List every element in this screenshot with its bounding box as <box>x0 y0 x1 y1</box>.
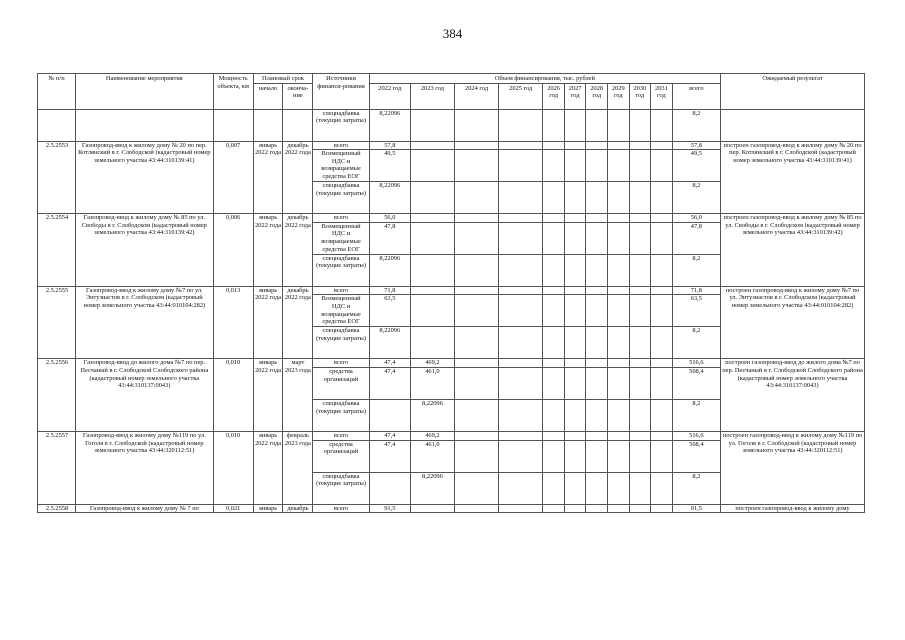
table-row <box>38 141 865 150</box>
year-value <box>543 431 565 440</box>
year-value <box>499 295 543 327</box>
year-value <box>564 472 586 504</box>
funding-source: всего <box>313 141 369 150</box>
header-source: Источники финанси-рования <box>313 74 369 110</box>
capacity-value <box>213 109 253 141</box>
row-number: 2.5.2558 <box>38 504 76 513</box>
total-value: 8,2 <box>672 182 720 214</box>
header-year: 2026 год <box>543 83 565 109</box>
year-value <box>608 399 630 431</box>
year-value <box>410 141 454 150</box>
year-value <box>564 141 586 150</box>
year-value <box>455 214 499 223</box>
end-date: декабрь 2022 года <box>283 141 313 214</box>
year-value <box>455 295 499 327</box>
funding-source: спецнадбавка (текущие затраты) <box>313 327 369 359</box>
capacity-value: 0,010 <box>213 359 253 432</box>
year-value <box>499 359 543 368</box>
year-value <box>586 431 608 440</box>
header-year: 2028 год <box>586 83 608 109</box>
funding-source: спецнадбавка (текущие затраты) <box>313 109 369 141</box>
year-value: 8,22096 <box>369 327 410 359</box>
row-number <box>38 109 76 141</box>
year-value <box>629 214 651 223</box>
total-value: 47,8 <box>672 222 720 254</box>
year-value: 47,4 <box>369 367 410 399</box>
year-value <box>543 222 565 254</box>
year-value <box>586 367 608 399</box>
year-value <box>564 182 586 214</box>
year-value: 71,8 <box>369 286 410 295</box>
year-value <box>564 222 586 254</box>
year-value: 8,22096 <box>369 109 410 141</box>
year-value <box>455 141 499 150</box>
year-value: 8,22096 <box>410 472 454 504</box>
header-capacity: Мощность объекта, км <box>213 74 253 110</box>
year-value <box>586 327 608 359</box>
year-value <box>608 254 630 286</box>
capacity-value: 0,021 <box>213 504 253 513</box>
year-value <box>629 295 651 327</box>
expected-result: построен газопровод-ввод к жилому дому №7 по ул. Энтузиастов в г. Слободском (кадастровый номер земельного участка 43:44:010104:282) <box>721 286 865 359</box>
year-value <box>499 440 543 472</box>
year-value <box>586 440 608 472</box>
year-value <box>543 214 565 223</box>
year-value <box>629 150 651 182</box>
total-value: 91,5 <box>672 504 720 513</box>
expected-result: построен газопровод-ввод к жилому дому №119 по ул. Гоголя в г. Слободской (кадастровый номер земельного участка 43:44:320112:51) <box>721 431 865 504</box>
year-value <box>651 367 673 399</box>
year-value: 47,4 <box>369 440 410 472</box>
year-value <box>586 150 608 182</box>
measure-name: Газопровод-ввод до жилого дома №7 по пер. Песчаный в г. Слободской Слободского района (кадастровый номер земельного участка 43:44:310137:0043) <box>76 359 214 432</box>
year-value <box>608 141 630 150</box>
year-value <box>564 440 586 472</box>
year-value <box>564 150 586 182</box>
year-value <box>608 327 630 359</box>
year-value <box>499 141 543 150</box>
year-value: 49,5 <box>369 150 410 182</box>
header-year: 2022 год <box>369 83 410 109</box>
year-value <box>564 504 586 513</box>
year-value: 469,2 <box>410 359 454 368</box>
capacity-value: 0,010 <box>213 431 253 504</box>
end-date: март 2023 года <box>283 359 313 432</box>
year-value <box>499 182 543 214</box>
funding-source: спецнадбавка (текущие затраты) <box>313 472 369 504</box>
year-value <box>608 359 630 368</box>
year-value <box>564 286 586 295</box>
year-value <box>543 504 565 513</box>
year-value <box>543 254 565 286</box>
year-value <box>651 150 673 182</box>
expected-result: построен газопровод-ввод к жилому дому <box>721 504 865 513</box>
funding-source: всего <box>313 504 369 513</box>
year-value <box>543 150 565 182</box>
year-value <box>586 295 608 327</box>
year-value <box>543 141 565 150</box>
year-value <box>651 182 673 214</box>
year-value <box>629 440 651 472</box>
expected-result <box>721 109 865 141</box>
table-row <box>38 504 865 513</box>
header-year: 2024 год <box>455 83 499 109</box>
year-value <box>651 504 673 513</box>
funding-source: Возмещенный НДС и возвращаемые средства ЕОГ <box>313 295 369 327</box>
year-value <box>455 286 499 295</box>
year-value <box>499 222 543 254</box>
year-value <box>586 182 608 214</box>
year-value <box>543 472 565 504</box>
year-value <box>651 141 673 150</box>
funding-source: спецнадбавка (текущие затраты) <box>313 182 369 214</box>
row-number: 2.5.2554 <box>38 214 76 287</box>
year-value <box>499 472 543 504</box>
year-value <box>543 440 565 472</box>
year-value <box>564 214 586 223</box>
year-value <box>499 367 543 399</box>
measure-name: Газопровод-ввод к жилому дому № 85 по ул. Свободы в г. Слободском (кадастровый номер земельного участка 43:44:310139:42) <box>76 214 214 287</box>
year-value <box>564 327 586 359</box>
start-date: январь 2022 года <box>253 431 283 504</box>
start-date: январь 2022 года <box>253 359 283 432</box>
row-number: 2.5.2555 <box>38 286 76 359</box>
year-value <box>586 472 608 504</box>
expected-result: построен газопровод-ввод до жилого дома №7 по пер. Песчаный в г. Слободской Слободского района (кадастровый номер земельного участка 43:44:310137:0043) <box>721 359 865 432</box>
end-date: декабрь 2022 года <box>283 214 313 287</box>
year-value <box>543 109 565 141</box>
header-year: всего <box>672 83 720 109</box>
year-value <box>586 109 608 141</box>
year-value <box>608 109 630 141</box>
table-row <box>38 286 865 295</box>
year-value <box>651 440 673 472</box>
year-value <box>410 254 454 286</box>
year-value <box>543 367 565 399</box>
table-row <box>38 431 865 440</box>
expected-result: построен газопровод-ввод к жилому дому № 20 по пер. Котлянский в г. Слободской (кадастровый номер земельного участка 43:44:310139:41) <box>721 141 865 214</box>
year-value <box>629 504 651 513</box>
financing-table <box>37 73 865 513</box>
end-date <box>283 109 313 141</box>
capacity-value: 0,013 <box>213 286 253 359</box>
year-value <box>564 359 586 368</box>
year-value <box>455 109 499 141</box>
year-value <box>410 182 454 214</box>
year-value <box>410 504 454 513</box>
end-date: декабрь 2022 года <box>283 286 313 359</box>
year-value <box>651 109 673 141</box>
header-result: Ожидаемый результат <box>721 74 865 110</box>
year-value <box>586 254 608 286</box>
header-no: № п/п <box>38 74 76 110</box>
year-value <box>499 214 543 223</box>
funding-source: всего <box>313 286 369 295</box>
year-value <box>499 399 543 431</box>
row-number: 2.5.2553 <box>38 141 76 214</box>
row-number: 2.5.2556 <box>38 359 76 432</box>
funding-source: всего <box>313 359 369 368</box>
year-value: 56,0 <box>369 214 410 223</box>
total-value: 8,2 <box>672 399 720 431</box>
year-value <box>651 472 673 504</box>
year-value <box>410 295 454 327</box>
start-date: январь 2022 года <box>253 286 283 359</box>
measure-name: Газопровод-ввод к жилому дому №7 по ул. Энтузиастов в г. Слободском (кадастровый номер земельного участка 43:44:010104:282) <box>76 286 214 359</box>
year-value <box>629 327 651 359</box>
year-value <box>499 431 543 440</box>
year-value <box>608 440 630 472</box>
funding-source: всего <box>313 214 369 223</box>
end-date: декабрь <box>283 504 313 513</box>
year-value <box>499 150 543 182</box>
start-date <box>253 109 283 141</box>
year-value <box>651 399 673 431</box>
year-value <box>369 472 410 504</box>
year-value <box>629 367 651 399</box>
year-value <box>455 327 499 359</box>
year-value: 47,4 <box>369 431 410 440</box>
year-value <box>455 440 499 472</box>
year-value <box>651 254 673 286</box>
header-year: 2023 год <box>410 83 454 109</box>
start-date: январь 2022 года <box>253 214 283 287</box>
year-value <box>608 150 630 182</box>
funding-source: Возмещенный НДС и возвращаемые средства ЕОГ <box>313 150 369 182</box>
year-value <box>455 222 499 254</box>
year-value <box>455 367 499 399</box>
header-end: оконча-ние <box>283 83 313 109</box>
header-name: Наименование мероприятия <box>76 74 214 110</box>
year-value <box>564 254 586 286</box>
year-value <box>629 141 651 150</box>
year-value <box>651 359 673 368</box>
year-value <box>499 286 543 295</box>
year-value <box>455 359 499 368</box>
year-value: 91,5 <box>369 504 410 513</box>
year-value <box>410 214 454 223</box>
start-date: январь <box>253 504 283 513</box>
year-value <box>651 327 673 359</box>
year-value <box>455 254 499 286</box>
year-value <box>651 431 673 440</box>
year-value <box>564 295 586 327</box>
expected-result: построен газопровод-ввод к жилому дому № 85 по ул. Свободы в г. Слободском (кадастровый номер земельного участка 43:44:310139:42) <box>721 214 865 287</box>
year-value <box>543 359 565 368</box>
year-value <box>629 254 651 286</box>
year-value: 57,8 <box>369 141 410 150</box>
year-value <box>410 150 454 182</box>
measure-name <box>76 109 214 141</box>
year-value <box>410 222 454 254</box>
year-value <box>455 150 499 182</box>
year-value <box>629 182 651 214</box>
page-number: 384 <box>442 26 463 41</box>
total-value: 516,6 <box>672 359 720 368</box>
measure-name: Газопровод-ввод к жилому дому № 7 по <box>76 504 214 513</box>
year-value <box>651 222 673 254</box>
year-value <box>586 399 608 431</box>
header-year: 2031 год <box>651 83 673 109</box>
year-value <box>564 109 586 141</box>
year-value <box>543 399 565 431</box>
table-row <box>38 109 865 141</box>
year-value <box>629 399 651 431</box>
year-value <box>629 472 651 504</box>
year-value <box>629 109 651 141</box>
year-value <box>543 295 565 327</box>
year-value <box>499 109 543 141</box>
header-year: 2025 год <box>499 83 543 109</box>
total-value: 508,4 <box>672 440 720 472</box>
funding-source: средства организаций <box>313 440 369 472</box>
year-value <box>564 367 586 399</box>
year-value <box>586 504 608 513</box>
total-value: 57,8 <box>672 141 720 150</box>
year-value <box>586 286 608 295</box>
year-value <box>369 399 410 431</box>
total-value: 8,2 <box>672 472 720 504</box>
year-value <box>608 182 630 214</box>
year-value <box>629 431 651 440</box>
funding-source: спецнадбавка (текущие затраты) <box>313 399 369 431</box>
year-value <box>564 431 586 440</box>
capacity-value: 0,006 <box>213 214 253 287</box>
year-value <box>608 504 630 513</box>
total-value: 56,0 <box>672 214 720 223</box>
measure-name: Газопровод-ввод к жилому дому №119 по ул. Гоголя в г. Слободской (кадастровый номер земельного участка 43:44:320112:51) <box>76 431 214 504</box>
year-value <box>608 472 630 504</box>
year-value <box>608 222 630 254</box>
funding-source: Возмещенный НДС и возвращаемые средства ЕОГ <box>313 222 369 254</box>
total-value: 8,2 <box>672 327 720 359</box>
year-value <box>543 327 565 359</box>
year-value <box>629 222 651 254</box>
year-value <box>651 214 673 223</box>
year-value <box>410 109 454 141</box>
header-year: 2030 год <box>629 83 651 109</box>
header-plan-period: Плановый срок <box>253 74 313 84</box>
year-value <box>455 472 499 504</box>
year-value <box>455 182 499 214</box>
year-value <box>586 222 608 254</box>
year-value <box>608 367 630 399</box>
funding-source: спецнадбавка (текущие затраты) <box>313 254 369 286</box>
year-value: 63,5 <box>369 295 410 327</box>
year-value: 461,0 <box>410 440 454 472</box>
header-year: 2029 год <box>608 83 630 109</box>
header-start: начало <box>253 83 283 109</box>
year-value <box>608 214 630 223</box>
year-value <box>455 399 499 431</box>
year-value: 8,22096 <box>369 254 410 286</box>
year-value: 47,8 <box>369 222 410 254</box>
capacity-value: 0,007 <box>213 141 253 214</box>
year-value <box>651 295 673 327</box>
year-value: 469,2 <box>410 431 454 440</box>
funding-source: средства организаций <box>313 367 369 399</box>
start-date: январь 2022 года <box>253 141 283 214</box>
year-value <box>410 327 454 359</box>
total-value: 71,8 <box>672 286 720 295</box>
funding-source: всего <box>313 431 369 440</box>
year-value: 461,0 <box>410 367 454 399</box>
year-value <box>608 286 630 295</box>
header-year: 2027 год <box>564 83 586 109</box>
year-value <box>455 431 499 440</box>
total-value: 8,2 <box>672 109 720 141</box>
total-value: 8,2 <box>672 254 720 286</box>
total-value: 516,6 <box>672 431 720 440</box>
year-value <box>543 286 565 295</box>
end-date: февраль 2023 года <box>283 431 313 504</box>
measure-name: Газопровод-ввод к жилому дому № 20 по пер. Котлянский в г. Слободской (кадастровый номер земельного участка 43:44:310139:41) <box>76 141 214 214</box>
total-value: 63,5 <box>672 295 720 327</box>
table-row <box>38 214 865 223</box>
year-value <box>586 359 608 368</box>
year-value <box>543 182 565 214</box>
year-value <box>499 327 543 359</box>
total-value: 49,5 <box>672 150 720 182</box>
table-row <box>38 359 865 368</box>
year-value <box>410 286 454 295</box>
year-value: 47,4 <box>369 359 410 368</box>
year-value: 8,22096 <box>410 399 454 431</box>
year-value <box>608 295 630 327</box>
year-value: 8,22096 <box>369 182 410 214</box>
row-number: 2.5.2557 <box>38 431 76 504</box>
header-volume: Объем финансирования, тыс. рублей <box>369 74 720 84</box>
year-value <box>499 254 543 286</box>
year-value <box>586 141 608 150</box>
year-value <box>455 504 499 513</box>
year-value <box>629 286 651 295</box>
year-value <box>564 399 586 431</box>
year-value <box>629 359 651 368</box>
year-value <box>586 214 608 223</box>
year-value <box>651 286 673 295</box>
total-value: 508,4 <box>672 367 720 399</box>
year-value <box>499 504 543 513</box>
year-value <box>608 431 630 440</box>
